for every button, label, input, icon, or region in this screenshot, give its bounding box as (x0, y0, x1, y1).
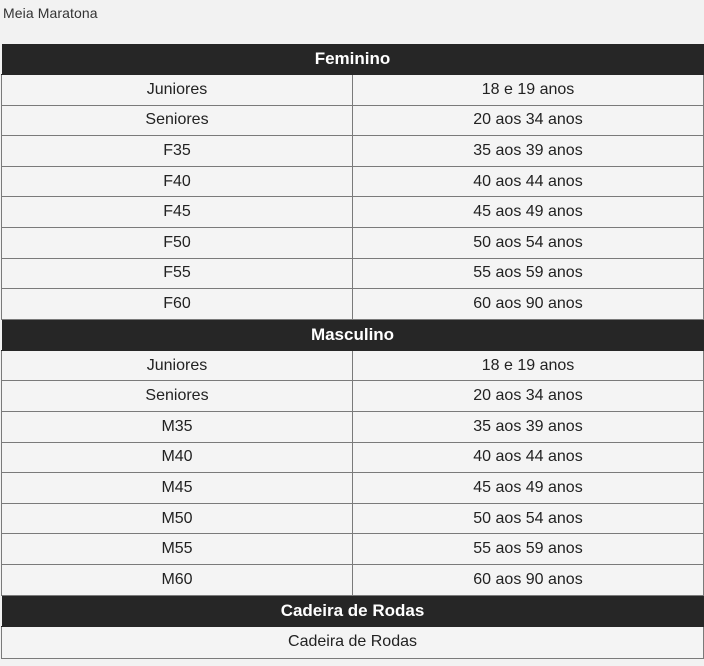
table-row (2, 534, 704, 565)
category-cell: F40 (2, 166, 353, 197)
table-row (2, 227, 704, 258)
category-cell: Juniores (2, 75, 353, 106)
category-cell: M55 (2, 534, 353, 565)
table-row (2, 258, 704, 289)
table-row (2, 411, 704, 442)
category-cell: M50 (2, 503, 353, 534)
category-cell: F50 (2, 227, 353, 258)
age-range-cell: 60 aos 90 anos (353, 564, 704, 595)
age-range-cell: 40 aos 44 anos (353, 166, 704, 197)
age-range-cell: 18 e 19 anos (353, 350, 704, 381)
age-range-cell: 35 aos 39 anos (353, 411, 704, 442)
age-range-cell: 20 aos 34 anos (353, 381, 704, 412)
age-range-cell: 35 aos 39 anos (353, 136, 704, 167)
age-range-cell: 40 aos 44 anos (353, 442, 704, 473)
age-range-cell: 45 aos 49 anos (353, 197, 704, 228)
age-range-cell: 50 aos 54 anos (353, 503, 704, 534)
table-row (2, 136, 704, 167)
page-title: Meia Maratona (3, 5, 98, 21)
age-range-cell: 45 aos 49 anos (353, 473, 704, 504)
category-cell: F60 (2, 289, 353, 320)
table-row (2, 105, 704, 136)
section-header-label: Masculino (2, 319, 704, 350)
category-table (1, 44, 704, 659)
age-range-cell: 20 aos 34 anos (353, 105, 704, 136)
table-row (2, 166, 704, 197)
category-cell: Seniores (2, 381, 353, 412)
table-row (2, 289, 704, 320)
table-row (2, 197, 704, 228)
category-cell: Cadeira de Rodas (2, 626, 704, 658)
section-header-masculino (2, 319, 704, 350)
age-range-cell: 55 aos 59 anos (353, 258, 704, 289)
section-header-cadeira-de-rodas (2, 595, 704, 626)
table-row (2, 75, 704, 106)
table-row (2, 564, 704, 595)
category-cell: F55 (2, 258, 353, 289)
age-range-cell: 55 aos 59 anos (353, 534, 704, 565)
category-cell: F45 (2, 197, 353, 228)
section-header-label: Feminino (2, 44, 704, 75)
category-cell: Juniores (2, 350, 353, 381)
category-cell: M40 (2, 442, 353, 473)
category-cell: M45 (2, 473, 353, 504)
age-range-cell: 18 e 19 anos (353, 75, 704, 106)
category-cell: M35 (2, 411, 353, 442)
table-row (2, 503, 704, 534)
age-range-cell: 50 aos 54 anos (353, 227, 704, 258)
category-cell: F35 (2, 136, 353, 167)
table-row (2, 350, 704, 381)
table-row (2, 442, 704, 473)
age-range-cell: 60 aos 90 anos (353, 289, 704, 320)
table-row (2, 381, 704, 412)
section-header-feminino (2, 44, 704, 75)
table-row (2, 473, 704, 504)
category-cell: Seniores (2, 105, 353, 136)
category-cell: M60 (2, 564, 353, 595)
section-header-label: Cadeira de Rodas (2, 595, 704, 626)
table-row (2, 626, 704, 658)
